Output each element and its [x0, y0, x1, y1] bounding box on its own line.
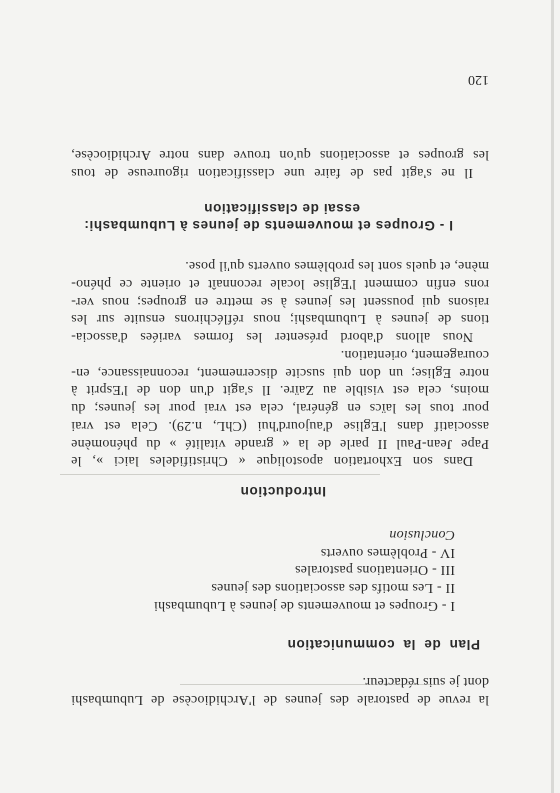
section-heading: I - Groupes et mouvements de jeunes à Lubumbashi:	[83, 218, 453, 233]
text-line: dont je suis rédacteur.	[362, 674, 489, 689]
text-line: associatif dans l'Eglise d'aujourd'hui (ChL, n.29). Cela est vrai	[71, 418, 489, 433]
text-line: la revue de pastorale des jeunes de l'Archidiocèse de Lubumbashi	[71, 692, 489, 707]
text-line: Nous allons d'abord présenter les formes variées d'associa-	[71, 329, 473, 344]
text-line: tions de jeunes à Lubumbashi; nous réfléchirons ensuite sur les	[71, 311, 489, 326]
plan-item: IV - Problèmes ouverts	[320, 545, 455, 560]
plan-item-conclusion: Conclusion	[389, 527, 455, 542]
text-line: notre Eglise; un don qui suscite discernement, reconnaissance, en-	[71, 365, 489, 380]
plan-item: I - Groupes et mouvements de jeunes à Lubumbashi	[153, 598, 455, 613]
text-line: Il ne s'agit pas de faire une classification rigoureuse de tous	[71, 165, 473, 180]
text-line: moins, cela est visible au Zaïre. Il s'agit d'un don de l'Esprit à	[71, 382, 489, 397]
plan-item: II - Les motifs des associations des jeunes	[211, 580, 455, 595]
text-line: pour tous les laïcs en général, cela est vrai pour les jeunes; du	[71, 400, 489, 415]
text-line: rons enfin comment l'Eglise locale reconnaît et oriente ce phéno-	[71, 276, 489, 291]
text-line: les groupes et associations qu'on trouve dans notre Archidiocèse,	[71, 147, 489, 162]
text-line: couragement, orientation.	[340, 347, 489, 362]
text-line: Pape Jean-Paul II parle de la « grande vitalité » du phénomène	[71, 436, 489, 451]
section-heading: essai de classification	[203, 201, 360, 216]
plan-item: III - Orientations pastorales	[294, 562, 455, 577]
introduction-heading: Introduction	[240, 484, 326, 499]
text-line: Dans son Exhortation apostolique « Christifideles laici », le	[71, 453, 473, 468]
binding-edge	[551, 0, 554, 793]
text-line: raisons qui poussent les jeunes à se mettre en groupes; nous ver-	[71, 294, 489, 309]
scan-smudge	[60, 474, 380, 475]
text-line: mène, et quels sont les problèmes ouverts qu'il pose.	[185, 258, 489, 273]
page-number: 120	[468, 72, 489, 87]
plan-heading: Plan de la communication	[287, 637, 480, 652]
